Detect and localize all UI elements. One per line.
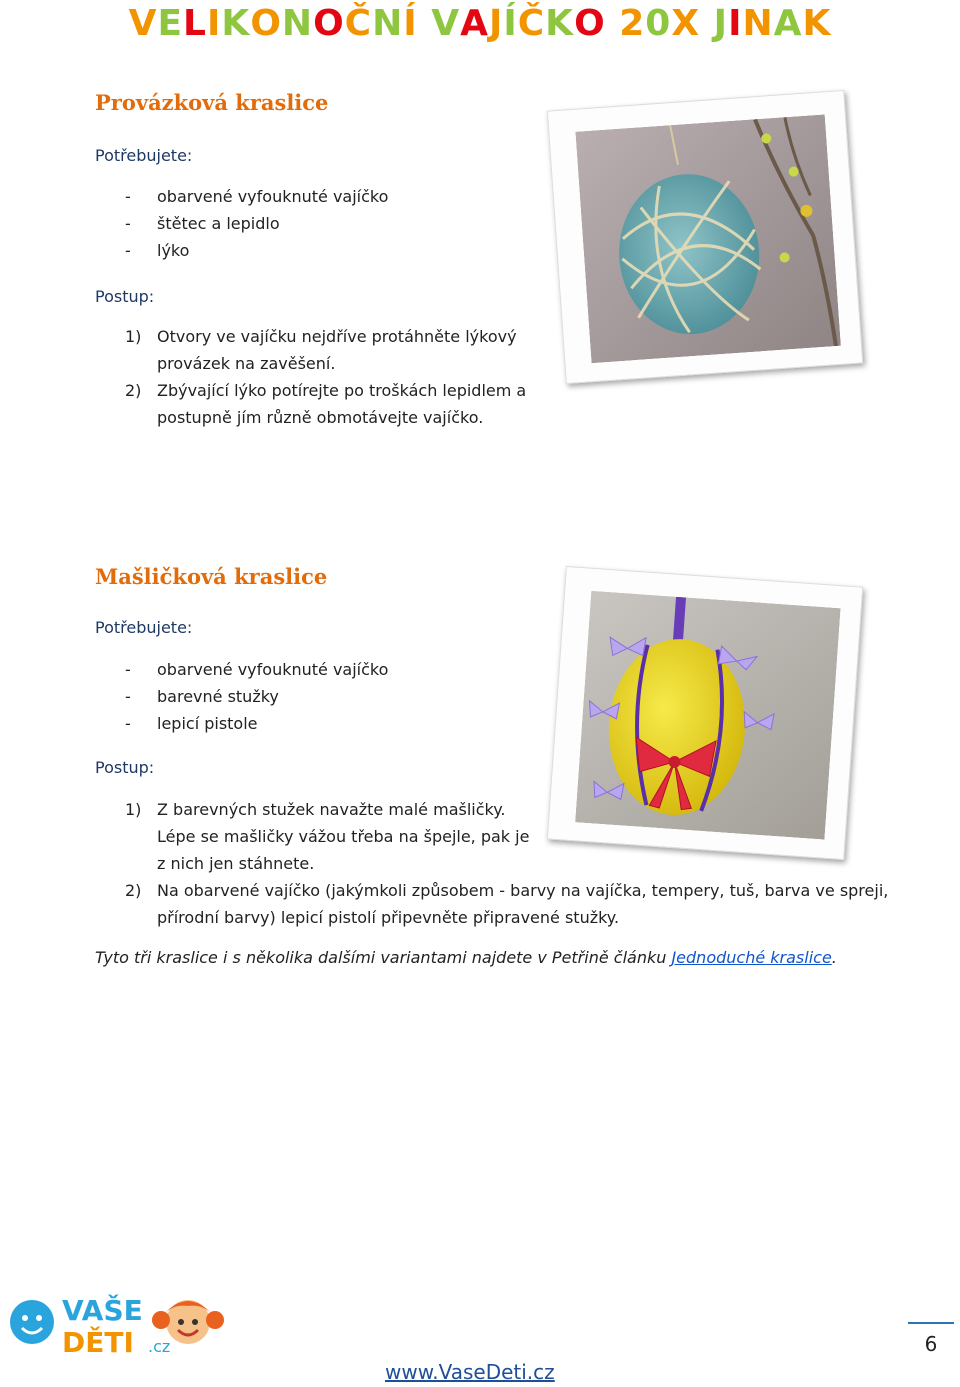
step-line [125, 350, 335, 377]
header-letter: J [713, 3, 729, 44]
needs-list-item [125, 183, 388, 210]
header-letter: Í [403, 3, 418, 44]
step-text: přírodní barvy) lepicí pistolí připevněte připravené stužky. [157, 908, 620, 927]
header-letter: 0 [645, 3, 672, 44]
header-letter: X [671, 3, 701, 44]
needs-list-item [125, 683, 279, 710]
needs-item-text: obarvené vyfouknuté vajíčko [157, 660, 389, 679]
needs-item-text: barevné stužky [157, 687, 279, 706]
logo-suffix: .cz [148, 1337, 171, 1356]
section-title: Mašličková kraslice [95, 564, 328, 589]
needs-list-item [125, 237, 189, 264]
step-text: Lépe se mašličky vážou třeba na špejle, pak je [157, 827, 530, 846]
step-text: Z barevných stužek navažte malé mašličky. [157, 800, 506, 819]
step-text: Na obarvené vajíčko (jakýmkoli způsobem - barvy na vajíčka, tempery, tuš, barva ve spreji, [157, 881, 889, 900]
header-letter: Č [517, 3, 546, 44]
step-text: Zbývající lýko potírejte po troškách lepidlem a [157, 381, 527, 400]
header-letter: Í [503, 3, 518, 44]
header-letter [606, 0, 620, 48]
step-number: 2) [125, 381, 142, 400]
needs-list-item [125, 656, 388, 683]
header-letter: N [281, 3, 314, 44]
closing-note [95, 948, 837, 967]
needs-label: Potřebujete: [95, 618, 193, 637]
header-letter: O [313, 3, 345, 44]
needs-item-text: obarvené vyfouknuté vajíčko [157, 187, 389, 206]
step-line [125, 377, 526, 404]
header-letter: Č [344, 3, 373, 44]
article-link[interactable]: Jednoduché kraslice [671, 948, 832, 967]
page-header-title [0, 0, 960, 48]
ribbon-egg-image [575, 591, 841, 840]
bullet-dash: - [125, 241, 131, 260]
header-letter: A [773, 3, 803, 44]
header-letter: V [128, 3, 158, 44]
photo-string-egg [547, 90, 863, 384]
note-text: Tyto tři kraslice i s několika dalšími variantami najdete v Petřině článku [95, 948, 672, 967]
header-letter: O [574, 3, 606, 44]
header-letter [700, 0, 714, 48]
needs-list-item [125, 710, 258, 737]
step-line [125, 877, 888, 904]
site-url-link[interactable]: www.VaseDeti.cz [385, 1360, 555, 1384]
step-line [125, 404, 483, 431]
needs-list-item [125, 210, 280, 237]
needs-item-text: štětec a lepidlo [157, 214, 280, 233]
section-title: Provázková kraslice [95, 90, 329, 115]
header-letter: I [207, 3, 222, 44]
header-letter: N [742, 3, 774, 44]
header-letter: K [221, 3, 251, 44]
note-end: . [831, 948, 837, 967]
steps-label: Postup: [95, 287, 155, 306]
string-egg-image [575, 114, 841, 363]
header-letter: L [183, 3, 207, 44]
header-letter: 2 [619, 3, 646, 44]
header-letter: O [250, 3, 282, 44]
header-letter: E [157, 3, 184, 44]
header-letter: J [488, 3, 504, 44]
bullet-dash: - [125, 660, 131, 679]
step-text: Otvory ve vajíčku nejdříve protáhněte lýkový [157, 327, 517, 346]
logo-line2: DĚTI [62, 1326, 134, 1359]
step-text: postupně jím různě obmotávejte vajíčko. [157, 408, 484, 427]
header-letter: N [372, 3, 404, 44]
step-number: 1) [125, 800, 142, 819]
bullet-dash: - [125, 214, 131, 233]
page-number: 6 [908, 1322, 954, 1372]
step-line [125, 850, 314, 877]
header-letter: A [460, 3, 489, 44]
header-letter: K [545, 3, 575, 44]
step-text: provázek na zavěšení. [157, 354, 336, 373]
step-number: 2) [125, 881, 142, 900]
logo-line1: VAŠE [62, 1294, 143, 1327]
step-text: z nich jen stáhnete. [157, 854, 315, 873]
step-line [125, 904, 619, 931]
needs-label: Potřebujete: [95, 146, 193, 165]
bullet-dash: - [125, 714, 131, 733]
vasedeti-logo [6, 1290, 226, 1370]
bullet-dash: - [125, 687, 131, 706]
header-letter: I [728, 3, 743, 44]
step-line [125, 823, 529, 850]
step-line [125, 796, 506, 823]
needs-item-text: lepicí pistole [157, 714, 258, 733]
steps-label: Postup: [95, 758, 155, 777]
header-letter: K [802, 3, 832, 44]
needs-item-text: lýko [157, 241, 190, 260]
step-number: 1) [125, 327, 142, 346]
header-letter [418, 0, 432, 48]
header-letter: V [431, 3, 461, 44]
step-line [125, 323, 517, 350]
bullet-dash: - [125, 187, 131, 206]
photo-ribbon-egg [547, 566, 863, 860]
